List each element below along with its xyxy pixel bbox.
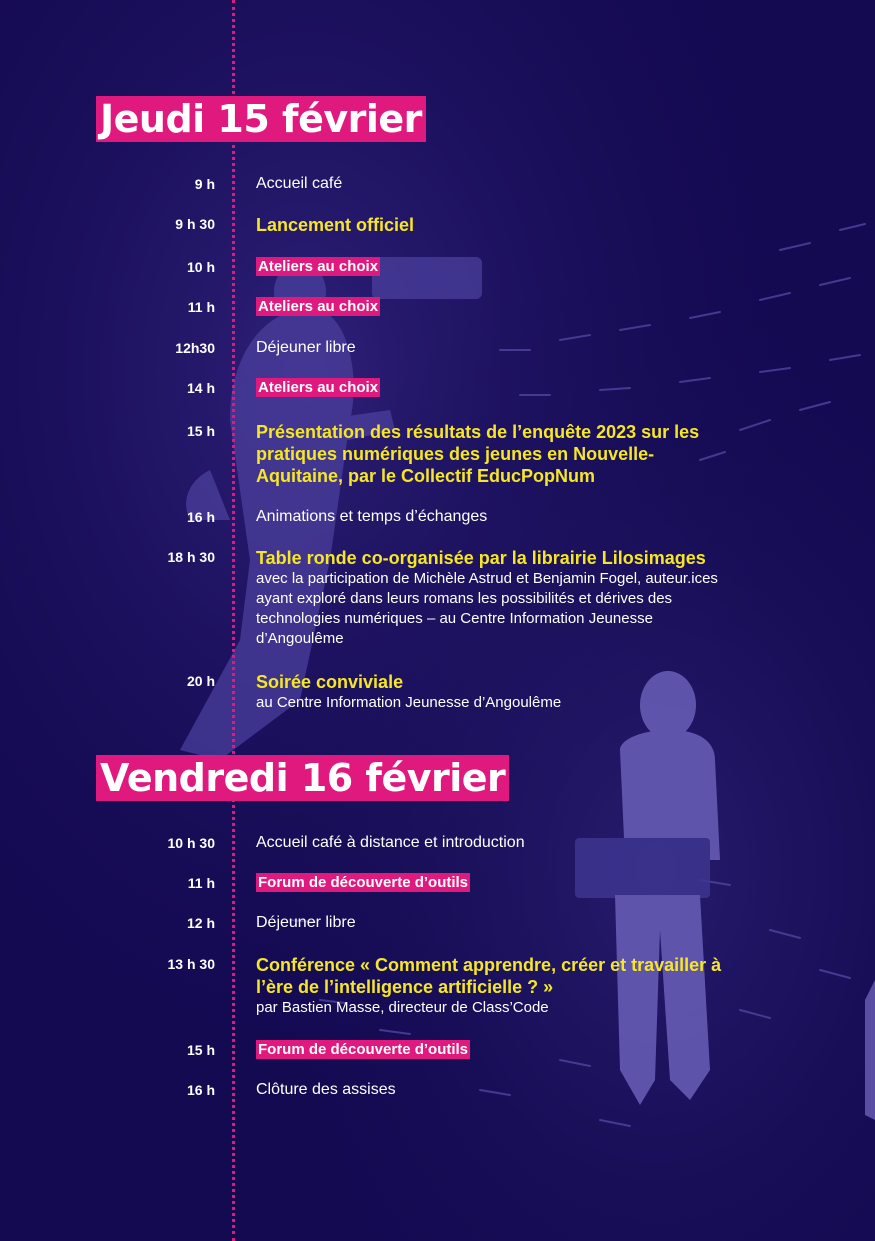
time-label: 16 h [186, 1082, 215, 1098]
time-label: 18 h 30 [167, 549, 215, 565]
event-description: par Bastien Masse, directeur de Class’Code [256, 999, 549, 1016]
time-label: 14 h [186, 380, 215, 396]
event-label: Animations et temps d’échanges [256, 508, 488, 525]
time-label: 11 h [187, 875, 215, 891]
event-title: Soirée conviviale [256, 672, 404, 692]
event-label: Déjeuner libre [256, 339, 356, 356]
time-label: 10 h [186, 259, 215, 275]
day-title-jeudi: Jeudi 15 février [96, 96, 426, 142]
timeline-dotted-line [232, 0, 235, 1241]
event-badge: Forum de découverte d’outils [258, 874, 469, 891]
time-label: 12h30 [175, 340, 215, 356]
event-title: Lancement officiel [256, 215, 415, 235]
time-label: 9 h [194, 176, 215, 192]
time-label: 15 h [186, 1042, 215, 1058]
time-label: 11 h [187, 299, 215, 315]
time-label: 9 h 30 [175, 216, 215, 232]
time-label: 15 h [186, 423, 215, 439]
time-label: 13 h 30 [167, 956, 215, 972]
time-label: 12 h [186, 915, 215, 931]
event-badge: Ateliers au choix [258, 379, 379, 396]
event-badge: Forum de découverte d’outils [258, 1041, 469, 1058]
time-label: 20 h [186, 673, 215, 689]
time-label: 10 h 30 [167, 835, 215, 851]
event-title: Présentation des résultats de l’enquête 2023 sur les pratiques numériques des jeunes en Nouvelle-Aquitaine, par le Collectif EducPopNum [256, 422, 700, 486]
event-description: avec la participation de Michèle Astrud et Benjamin Fogel, auteur.ices ayant exploré dans leurs romans les possibilités et dérives des technologies numériques – au Centre Information Jeunesse d’Angoulême [256, 570, 718, 647]
event-label: Accueil café à distance et introduction [256, 834, 525, 851]
event-label: Déjeuner libre [256, 914, 356, 931]
event-badge: Ateliers au choix [258, 258, 379, 275]
time-label: 16 h [186, 509, 215, 525]
event-badge: Ateliers au choix [258, 298, 379, 315]
event-label: Accueil café [256, 175, 343, 192]
event-description: au Centre Information Jeunesse d’Angoulême [256, 694, 562, 711]
event-label: Clôture des assises [256, 1081, 396, 1098]
event-title: Table ronde co-organisée par la librairie Lilosimages [256, 548, 706, 568]
day-title-vendredi: Vendredi 16 février [96, 755, 509, 801]
event-title: Conférence « Comment apprendre, créer et travailler à l’ère de l’intelligence artificielle ? » [256, 955, 722, 997]
